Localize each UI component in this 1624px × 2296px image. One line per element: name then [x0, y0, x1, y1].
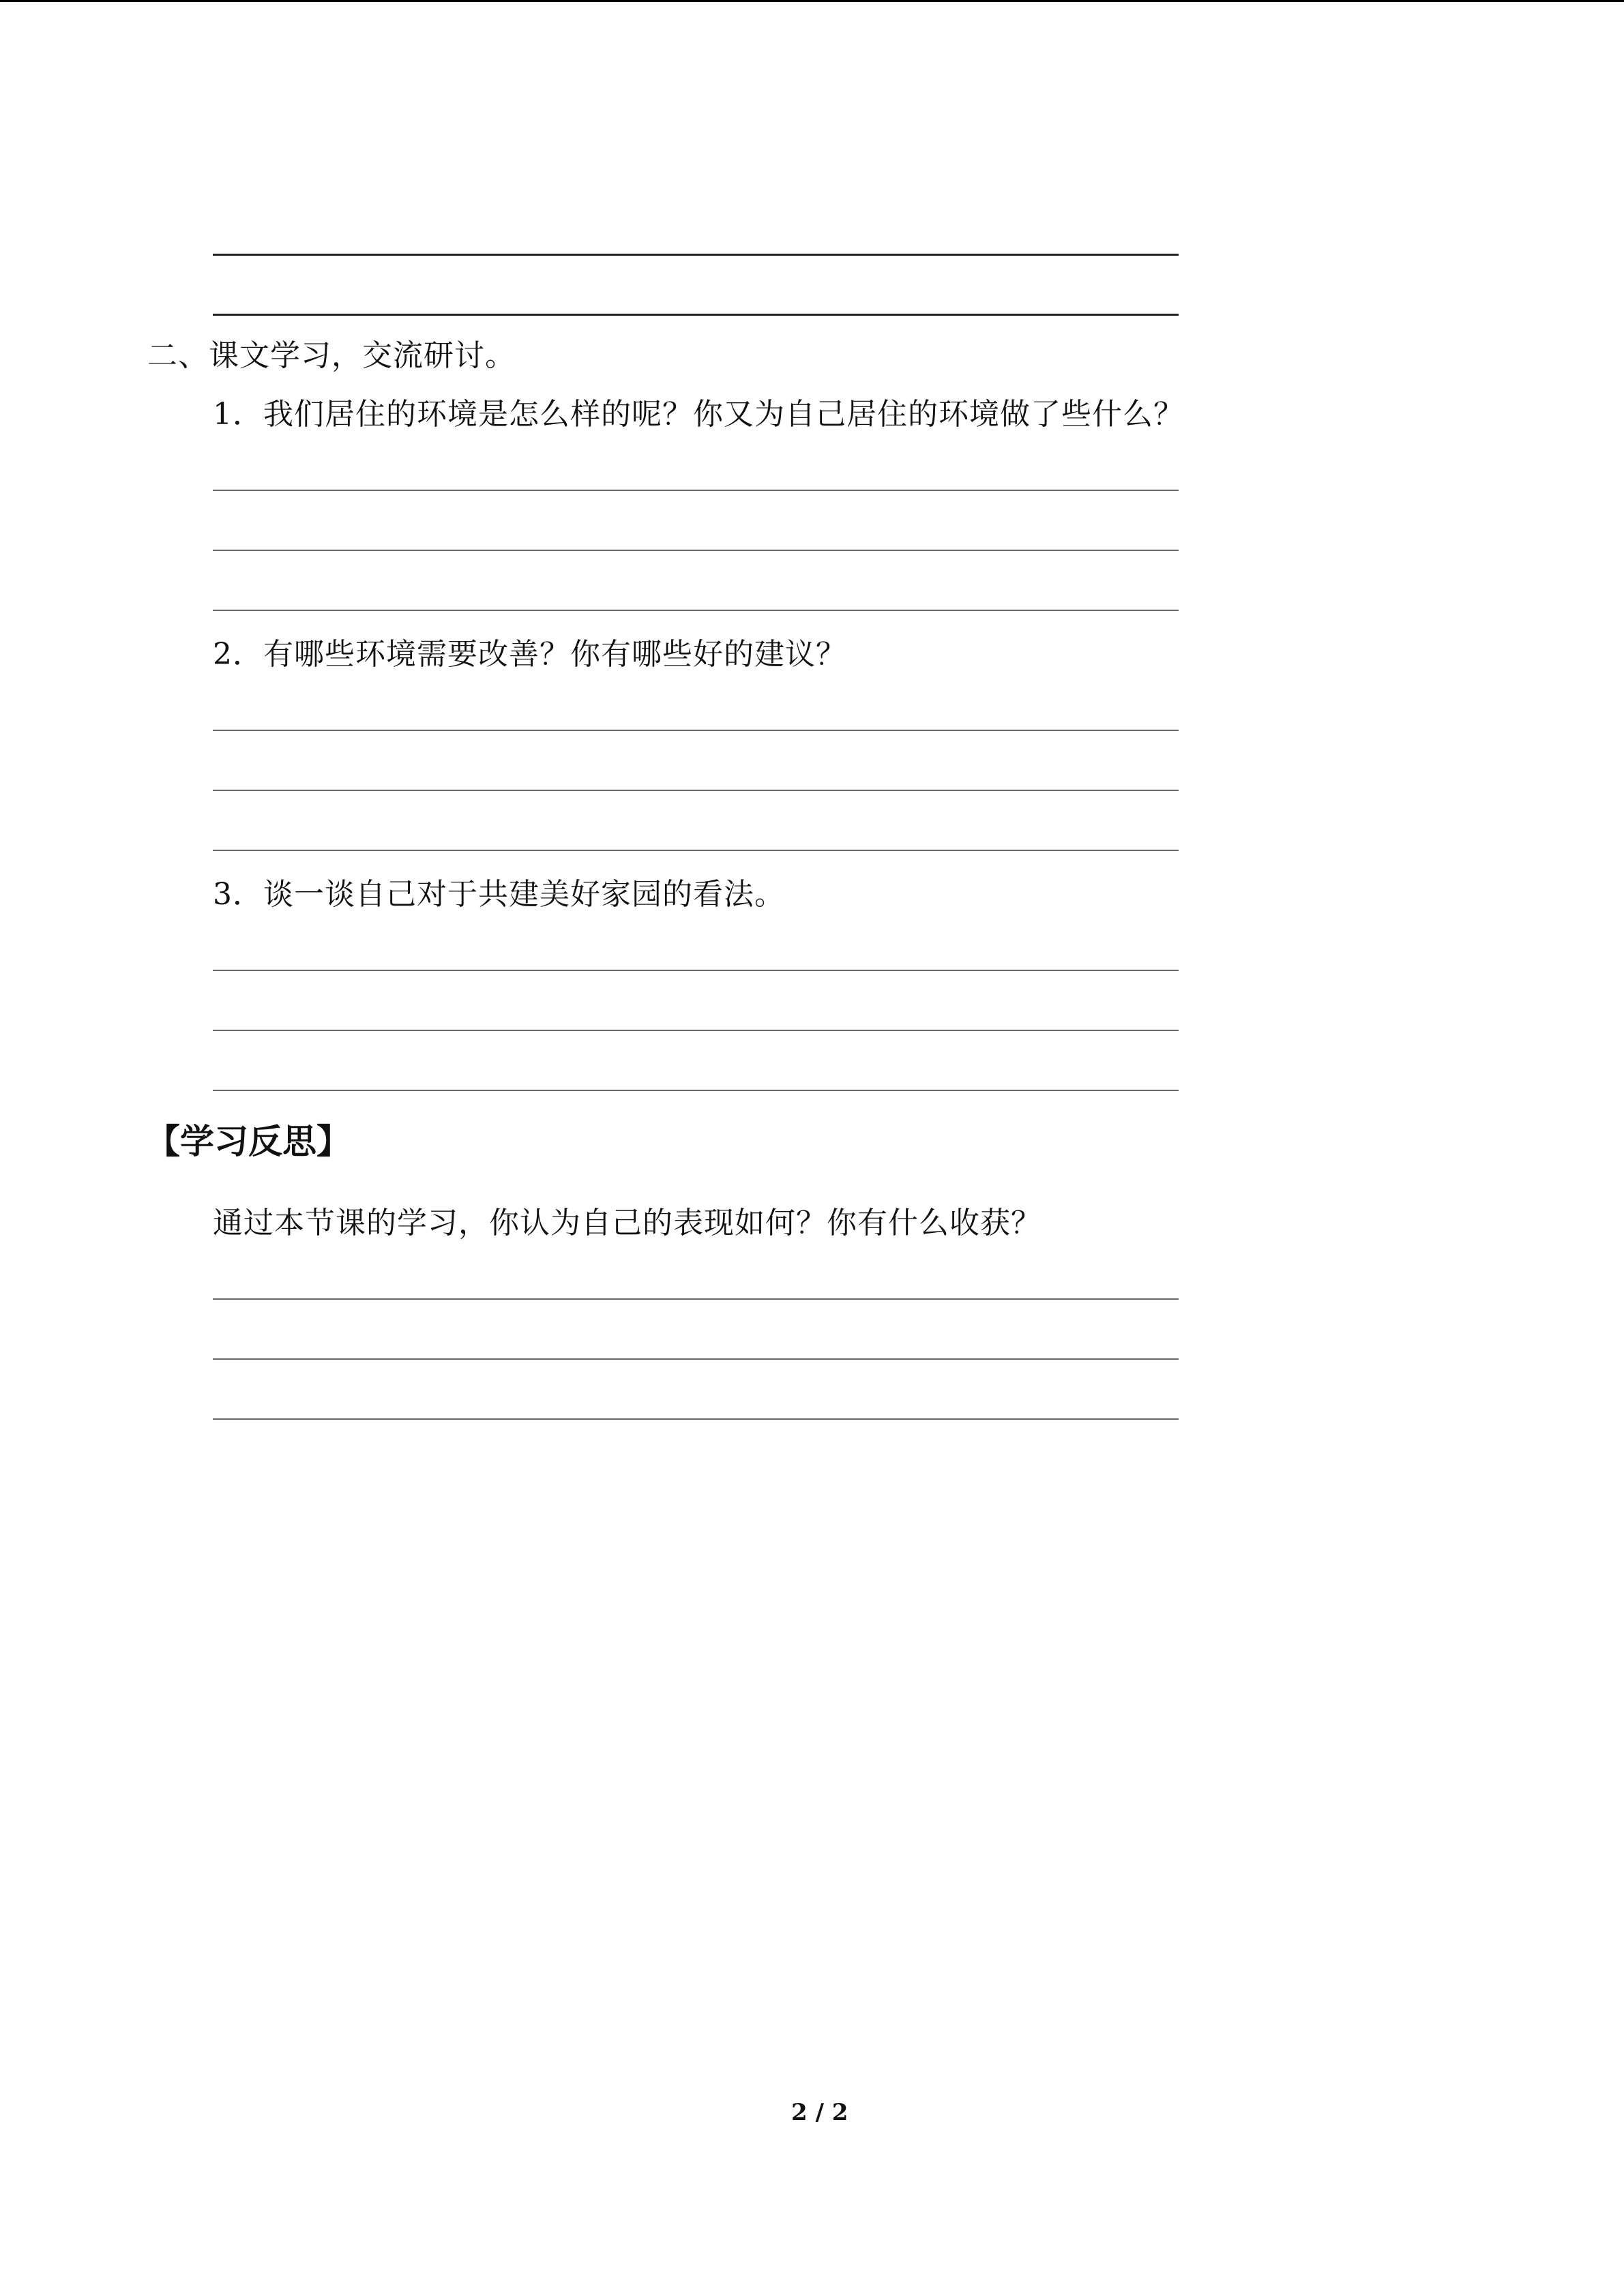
answer-line [213, 314, 1179, 316]
answer-line [213, 1358, 1179, 1360]
question-1: 1．我们居住的环境是怎么样的呢？你又为自己居住的环境做了些什么？ [213, 397, 1184, 432]
answer-line [213, 610, 1179, 611]
answer-line [213, 730, 1179, 731]
answer-line [213, 550, 1179, 551]
answer-line [213, 490, 1179, 491]
page-top-border [0, 0, 1624, 2]
answer-line [213, 1030, 1179, 1031]
answer-line [213, 1090, 1179, 1091]
reflection-prompt: 通过本节课的学习，你认为自己的表现如何？你有什么收获？ [213, 1206, 1042, 1240]
section-two-title: 二、课文学习，交流研讨。 [147, 338, 516, 373]
page-number: 2 / 2 [791, 2099, 848, 2126]
question-3: 3．谈一谈自己对于共建美好家园的看法。 [213, 877, 785, 912]
question-2: 2．有哪些环境需要改善？你有哪些好的建议？ [213, 637, 846, 672]
answer-line [213, 1418, 1179, 1420]
answer-line [213, 970, 1179, 971]
reflection-heading: 【学习反思】 [146, 1122, 351, 1161]
answer-line [213, 850, 1179, 851]
answer-line [213, 790, 1179, 791]
answer-line [213, 254, 1179, 256]
answer-line [213, 1298, 1179, 1300]
